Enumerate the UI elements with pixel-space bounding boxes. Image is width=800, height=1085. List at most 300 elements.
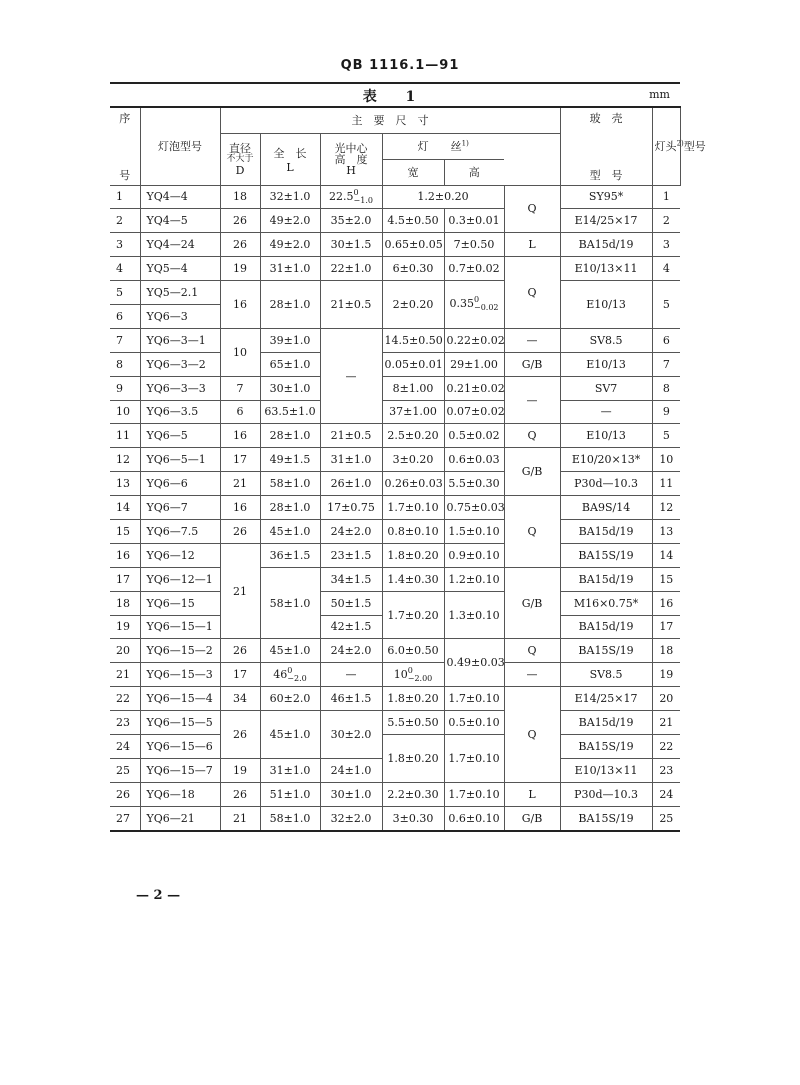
filament-width-value: 10 (393, 667, 408, 681)
center-height-cell: 31±1.0 (320, 448, 382, 472)
filament-width-cell (382, 663, 444, 687)
table-row (110, 663, 680, 687)
fig-cell: 14 (652, 543, 680, 567)
center-height-cell: 22±1.0 (320, 257, 382, 281)
diameter-cell: 16 (220, 281, 260, 329)
filament-height-cell (444, 281, 504, 329)
model-cell: YQ6—3.5 (140, 400, 220, 424)
length-cell (260, 663, 320, 687)
table-row (110, 376, 680, 400)
filament-header (382, 133, 504, 159)
length-cell: 39±1.0 (260, 328, 320, 352)
table-row (110, 639, 680, 663)
shell-cell: — (504, 663, 560, 687)
filament-height-cell: 0.22±0.02 (444, 328, 504, 352)
length-cell: 45±1.0 (260, 711, 320, 759)
model-cell: YQ5—4 (140, 257, 220, 281)
fig-cell: 23 (652, 758, 680, 782)
shell-header-top: 玻 壳 (589, 112, 623, 125)
diameter-cell: 26 (220, 519, 260, 543)
base-cell: E10/13 (560, 424, 652, 448)
table-caption (110, 86, 680, 106)
base-cell: BA9S/14 (560, 496, 652, 520)
table-row (110, 567, 680, 591)
center-height-cell: 35±2.0 (320, 209, 382, 233)
filament-width-cell: 1.4±0.30 (382, 567, 444, 591)
model-cell: YQ6—3—2 (140, 352, 220, 376)
model-cell: YQ6—6 (140, 472, 220, 496)
filament-width-header: 宽 (382, 159, 444, 185)
center-height-cell: 24±2.0 (320, 639, 382, 663)
center-height-cell: 42±1.5 (320, 615, 382, 639)
diameter-cell: 16 (220, 424, 260, 448)
center-height-cell: — (320, 328, 382, 424)
seq-cell: 19 (110, 615, 140, 639)
fig-cell: 6 (652, 328, 680, 352)
length-cell: 31±1.0 (260, 758, 320, 782)
seq-header-bottom: 号 (119, 168, 131, 182)
filament-width-cell: 0.8±0.10 (382, 519, 444, 543)
model-cell: YQ6—15—3 (140, 663, 220, 687)
filament-height-cell: 5.5±0.30 (444, 472, 504, 496)
tolerance-stack (354, 189, 373, 205)
length-cell: 60±2.0 (260, 687, 320, 711)
page-number: — 2 — (136, 888, 181, 903)
table-row (110, 734, 680, 758)
length-symbol: L (286, 160, 294, 174)
fig-cell: 9 (652, 400, 680, 424)
fig-cell: 21 (652, 711, 680, 735)
diameter-cell: 26 (220, 639, 260, 663)
seq-cell: 20 (110, 639, 140, 663)
length-cell: 58±1.0 (260, 567, 320, 639)
filament-height-cell: 0.6±0.03 (444, 448, 504, 472)
base-cell: P30d—10.3 (560, 782, 652, 806)
tolerance-stack (287, 667, 306, 683)
table-row (110, 328, 680, 352)
base-cell: BA15d/19 (560, 519, 652, 543)
tolerance-lower: −1.0 (353, 195, 373, 205)
filament-width-cell: 5.5±0.50 (382, 711, 444, 735)
base-cell: SV8.5 (560, 328, 652, 352)
fig-cell: 3 (652, 233, 680, 257)
length-cell: 32±1.0 (260, 185, 320, 209)
center-height-cell: 17±0.75 (320, 496, 382, 520)
table-row (110, 257, 680, 281)
model-cell: YQ6—15—6 (140, 734, 220, 758)
tolerance-stack (408, 667, 433, 683)
table-row (110, 424, 680, 448)
model-cell: YQ6—15—4 (140, 687, 220, 711)
seq-cell: 17 (110, 567, 140, 591)
diameter-cell: 26 (220, 209, 260, 233)
center-height-cell: 24±2.0 (320, 519, 382, 543)
table-row (110, 281, 680, 305)
length-cell: 45±1.0 (260, 519, 320, 543)
seq-header-top: 序 (119, 112, 131, 125)
filament-label: 灯 丝 (417, 140, 462, 153)
table-row (110, 496, 680, 520)
base-cell: BA15S/19 (560, 734, 652, 758)
base-cell: SV8.5 (560, 663, 652, 687)
seq-cell: 8 (110, 352, 140, 376)
diameter-cell: 26 (220, 782, 260, 806)
diameter-cell: 10 (220, 328, 260, 376)
filament-width-cell: 2±0.20 (382, 281, 444, 329)
filament-height-cell: 0.75±0.03 (444, 496, 504, 520)
table-row (110, 400, 680, 424)
filament-width-cell: 2.5±0.20 (382, 424, 444, 448)
model-cell: YQ5—2.1 (140, 281, 220, 305)
model-cell: YQ6—5—1 (140, 448, 220, 472)
seq-cell: 22 (110, 687, 140, 711)
filament-width-cell: 1.7±0.10 (382, 496, 444, 520)
seq-cell: 7 (110, 328, 140, 352)
model-cell: YQ6—21 (140, 806, 220, 830)
base-cell: — (560, 400, 652, 424)
filament-height-cell: 0.5±0.02 (444, 424, 504, 448)
filament-height-cell: 0.9±0.10 (444, 543, 504, 567)
shell-header (560, 107, 652, 185)
filament-width-cell: 6.0±0.50 (382, 639, 444, 663)
diameter-cell: 7 (220, 376, 260, 400)
shell-cell: Q (504, 257, 560, 329)
seq-cell: 11 (110, 424, 140, 448)
seq-cell: 5 (110, 281, 140, 305)
header-rule (110, 82, 680, 84)
shell-cell: Q (504, 424, 560, 448)
diameter-cell: 26 (220, 711, 260, 759)
fig-cell: 7 (652, 352, 680, 376)
table-row (110, 782, 680, 806)
seq-cell: 21 (110, 663, 140, 687)
fig-cell: 2 (652, 209, 680, 233)
fig-cell: 25 (652, 806, 680, 830)
filament-width-cell: 6±0.30 (382, 257, 444, 281)
shell-cell: Q (504, 639, 560, 663)
center-height-cell: 30±1.5 (320, 233, 382, 257)
diameter-symbol: D (235, 163, 245, 177)
model-cell: YQ6—15—5 (140, 711, 220, 735)
seq-cell: 1 (110, 185, 140, 209)
filament-height-cell: 0.7±0.02 (444, 257, 504, 281)
filament-height-value: 0.35 (449, 297, 474, 311)
filament-width-cell: 1.7±0.20 (382, 591, 444, 639)
fig-cell: 20 (652, 687, 680, 711)
model-header: 灯泡型号 (140, 107, 220, 185)
filament-height-cell: 0.3±0.01 (444, 209, 504, 233)
length-cell: 58±1.0 (260, 472, 320, 496)
length-cell: 49±2.0 (260, 209, 320, 233)
shell-cell: L (504, 782, 560, 806)
tolerance-stack (474, 296, 499, 312)
fig-cell: 24 (652, 782, 680, 806)
main-dims-header: 主 要 尺 寸 (220, 107, 560, 133)
length-cell: 49±2.0 (260, 233, 320, 257)
filament-height-cell: 1.3±0.10 (444, 591, 504, 639)
seq-cell: 26 (110, 782, 140, 806)
base-header (652, 107, 706, 185)
filament-height-cell: 29±1.00 (444, 352, 504, 376)
filament-height-cell: 0.5±0.10 (444, 711, 504, 735)
base-cell: BA15d/19 (560, 567, 652, 591)
filament-width-cell: 1.8±0.20 (382, 734, 444, 782)
filament-height-cell: 1.5±0.10 (444, 519, 504, 543)
center-height-cell: — (320, 663, 382, 687)
center-height-header (320, 133, 382, 185)
seq-cell: 10 (110, 400, 140, 424)
filament-height-cell: 0.07±0.02 (444, 400, 504, 424)
diameter-cell: 34 (220, 687, 260, 711)
filament-height-header: 高 (444, 159, 504, 185)
filament-width-cell: 1.8±0.20 (382, 687, 444, 711)
tolerance-lower: −2.0 (287, 673, 307, 683)
base-cell: SY95* (560, 185, 652, 209)
shell-cell: L (504, 233, 560, 257)
filament-width-cell: 0.05±0.01 (382, 352, 444, 376)
center-label2: 高 度 (334, 152, 368, 166)
diameter-note: 不大于 (226, 153, 254, 164)
tolerance-upper: 0 (287, 665, 293, 675)
model-cell: YQ6—15 (140, 591, 220, 615)
center-height-cell: 23±1.5 (320, 543, 382, 567)
table-body (110, 185, 680, 831)
tolerance-upper: 0 (407, 665, 413, 675)
model-cell: YQ6—12 (140, 543, 220, 567)
length-cell: 63.5±1.0 (260, 400, 320, 424)
filament-height-cell: 1.7±0.10 (444, 782, 504, 806)
seq-cell: 4 (110, 257, 140, 281)
seq-header (110, 107, 140, 185)
seq-cell: 9 (110, 376, 140, 400)
document-code: QB 1116.1—91 (340, 58, 460, 73)
fig-cell: 4 (652, 257, 680, 281)
diameter-header (220, 133, 260, 185)
model-cell: YQ6—7 (140, 496, 220, 520)
filament-height-cell: 1.7±0.10 (444, 687, 504, 711)
fig-cell: 5 (652, 424, 680, 448)
fig-cell: 15 (652, 567, 680, 591)
center-height-value: 22.5 (329, 189, 354, 203)
diameter-cell: 18 (220, 185, 260, 209)
base-cell: P30d—10.3 (560, 472, 652, 496)
base-cell: SV7 (560, 376, 652, 400)
model-cell: YQ4—4 (140, 185, 220, 209)
model-cell: YQ6—5 (140, 424, 220, 448)
shell-cell: — (504, 328, 560, 352)
base-header-sup: 2) (676, 139, 684, 148)
model-cell: YQ6—3—1 (140, 328, 220, 352)
shell-cell: G/B (504, 352, 560, 376)
diameter-cell: 17 (220, 663, 260, 687)
fig-cell: 10 (652, 448, 680, 472)
length-value: 46 (273, 667, 288, 681)
model-cell: YQ6—3 (140, 304, 220, 328)
length-cell: 45±1.0 (260, 639, 320, 663)
filament-width-cell: 3±0.30 (382, 806, 444, 830)
center-height-cell: 21±0.5 (320, 424, 382, 448)
length-cell: 28±1.0 (260, 424, 320, 448)
base-cell: M16×0.75* (560, 591, 652, 615)
fig-cell: 19 (652, 663, 680, 687)
fig-cell: 11 (652, 472, 680, 496)
tolerance-upper: 0 (353, 187, 359, 197)
base-cell: E10/20×13* (560, 448, 652, 472)
bulb-dimension-table (110, 106, 706, 832)
seq-cell: 2 (110, 209, 140, 233)
fig-cell: 16 (652, 591, 680, 615)
shell-cell: Q (504, 496, 560, 568)
base-cell: E10/13×11 (560, 257, 652, 281)
diameter-label: 直径 (229, 141, 251, 155)
length-cell: 30±1.0 (260, 376, 320, 400)
length-cell: 28±1.0 (260, 496, 320, 520)
length-cell: 28±1.0 (260, 281, 320, 329)
center-height-cell: 24±1.0 (320, 758, 382, 782)
filament-height-cell: 0.49±0.03 (444, 639, 504, 687)
model-cell: YQ6—15—1 (140, 615, 220, 639)
fig-cell: 1 (652, 185, 680, 209)
base-cell: BA15S/19 (560, 543, 652, 567)
model-cell: YQ6—15—7 (140, 758, 220, 782)
table-row (110, 209, 680, 233)
diameter-cell: 26 (220, 233, 260, 257)
table-row (110, 185, 680, 209)
shell-cell: G/B (504, 806, 560, 830)
fig-cell: 12 (652, 496, 680, 520)
seq-cell: 3 (110, 233, 140, 257)
diameter-cell: 19 (220, 257, 260, 281)
shell-header-bottom: 型 号 (589, 168, 623, 182)
fig-cell: 17 (652, 615, 680, 639)
diameter-cell: 6 (220, 400, 260, 424)
base-cell: BA15S/19 (560, 639, 652, 663)
shell-cell: — (504, 376, 560, 424)
seq-cell: 15 (110, 519, 140, 543)
center-height-cell: 50±1.5 (320, 591, 382, 615)
filament-width-cell: 3±0.20 (382, 448, 444, 472)
table-row (110, 519, 680, 543)
seq-cell: 27 (110, 806, 140, 830)
base-cell: E14/25×17 (560, 687, 652, 711)
diameter-cell: 16 (220, 496, 260, 520)
base-header-label: 灯头 (654, 140, 677, 154)
filament-height-cell: 7±0.50 (444, 233, 504, 257)
table-row (110, 711, 680, 735)
length-cell: 31±1.0 (260, 257, 320, 281)
base-cell: BA15d/19 (560, 615, 652, 639)
filament-height-cell: 0.6±0.10 (444, 806, 504, 830)
fig-cell: 5 (652, 281, 680, 329)
filament-width-cell: 2.2±0.30 (382, 782, 444, 806)
diameter-cell: 21 (220, 472, 260, 496)
filament-height-cell: 0.21±0.02 (444, 376, 504, 400)
filament-height-cell: 1.2±0.10 (444, 567, 504, 591)
length-cell: 36±1.5 (260, 543, 320, 567)
filament-sup: 1) (461, 139, 469, 148)
table-row (110, 352, 680, 376)
length-cell: 49±1.5 (260, 448, 320, 472)
fig-cell: 8 (652, 376, 680, 400)
fig-cell: 13 (652, 519, 680, 543)
shell-cell: Q (504, 687, 560, 783)
filament-width-cell: 37±1.00 (382, 400, 444, 424)
center-height-cell: 30±1.0 (320, 782, 382, 806)
diameter-cell: 17 (220, 448, 260, 472)
seq-cell: 16 (110, 543, 140, 567)
center-height-cell: 30±2.0 (320, 711, 382, 759)
center-symbol: H (346, 163, 356, 177)
table-row (110, 687, 680, 711)
center-height-cell: 34±1.5 (320, 567, 382, 591)
shell-cell: G/B (504, 448, 560, 496)
filament-width-cell: 4.5±0.50 (382, 209, 444, 233)
table-row (110, 448, 680, 472)
table-title: 表 1 (362, 89, 428, 105)
center-height-cell: 32±2.0 (320, 806, 382, 830)
seq-cell: 12 (110, 448, 140, 472)
base-cell: BA15d/19 (560, 233, 652, 257)
seq-cell: 23 (110, 711, 140, 735)
seq-cell: 14 (110, 496, 140, 520)
length-label: 全 长 (273, 146, 307, 160)
filament-width-cell: 0.26±0.03 (382, 472, 444, 496)
base-cell: E10/13 (560, 352, 652, 376)
model-cell: YQ6—12—1 (140, 567, 220, 591)
filament-width-cell: 0.65±0.05 (382, 233, 444, 257)
length-cell: 58±1.0 (260, 806, 320, 830)
filament-width-cell: 8±1.00 (382, 376, 444, 400)
shell-cell: Q (504, 185, 560, 233)
table-row (110, 591, 680, 615)
length-cell: 51±1.0 (260, 782, 320, 806)
model-cell: YQ4—24 (140, 233, 220, 257)
fig-cell: 18 (652, 639, 680, 663)
center-label: 光中心 (334, 141, 368, 155)
table-row (110, 806, 680, 830)
base-header-label2: 型号 (683, 140, 706, 154)
seq-cell: 6 (110, 304, 140, 328)
table-row (110, 233, 680, 257)
tolerance-upper: 0 (473, 295, 480, 305)
length-header (260, 133, 320, 185)
filament-width-cell: 14.5±0.50 (382, 328, 444, 352)
table-unit: mm (649, 88, 670, 101)
center-height-cell: 26±1.0 (320, 472, 382, 496)
base-cell: E14/25×17 (560, 209, 652, 233)
length-cell: 65±1.0 (260, 352, 320, 376)
seq-cell: 18 (110, 591, 140, 615)
diameter-cell: 19 (220, 758, 260, 782)
model-cell: YQ6—3—3 (140, 376, 220, 400)
center-height-cell: 21±0.5 (320, 281, 382, 329)
base-cell: E10/13×11 (560, 758, 652, 782)
shell-cell: G/B (504, 567, 560, 639)
center-height-cell: 46±1.5 (320, 687, 382, 711)
center-height-cell (320, 185, 382, 209)
model-cell: YQ6—7.5 (140, 519, 220, 543)
seq-cell: 25 (110, 758, 140, 782)
filament-height-cell: 1.7±0.10 (444, 734, 504, 782)
table-row (110, 543, 680, 567)
base-cell: E10/13 (560, 281, 652, 329)
seq-cell: 13 (110, 472, 140, 496)
tolerance-lower: −0.02 (473, 303, 499, 313)
tolerance-lower: −2.00 (407, 673, 433, 683)
model-cell: YQ6—18 (140, 782, 220, 806)
diameter-cell: 21 (220, 806, 260, 830)
model-cell: YQ4—5 (140, 209, 220, 233)
